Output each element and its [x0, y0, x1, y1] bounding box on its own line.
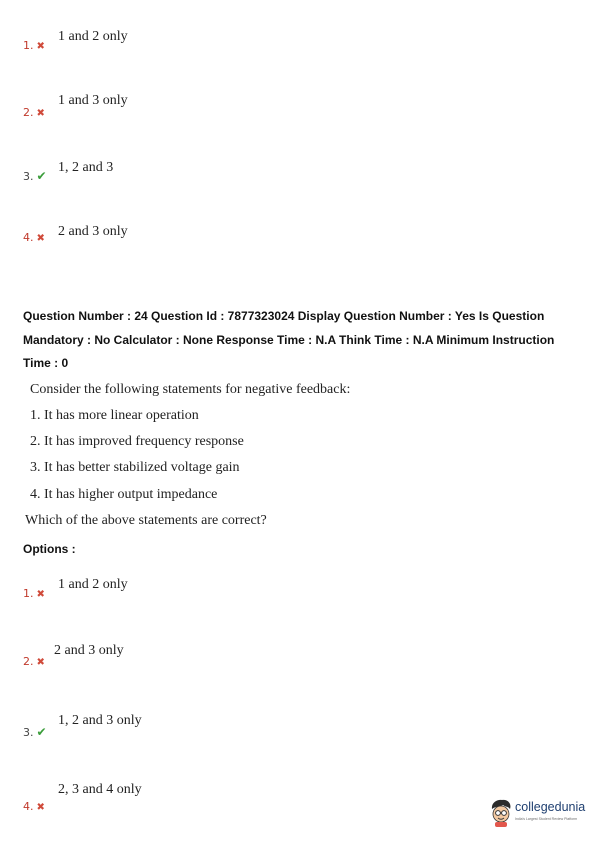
option-number: 2. [23, 106, 34, 119]
option-text: 1 and 3 only [58, 93, 128, 108]
collegedunia-logo [488, 798, 588, 830]
check-icon: ✔ [36, 169, 47, 183]
statement-4: 4. It has higher output impedance [30, 487, 218, 502]
statement-2: 2. It has improved frequency response [30, 434, 244, 449]
option-text: 1, 2 and 3 [58, 160, 114, 175]
cross-icon: ✖ [36, 41, 45, 52]
cross-icon: ✖ [36, 108, 45, 119]
option-text: 1 and 2 only [58, 29, 128, 44]
question-intro: Consider the following statements for negative feedback: [30, 382, 351, 397]
option-number: 4. [23, 800, 34, 813]
cross-icon: ✖ [36, 802, 45, 813]
option-number: 3. [23, 726, 34, 739]
cross-icon: ✖ [36, 233, 45, 244]
option-text: 1 and 2 only [58, 577, 128, 592]
question-metadata: Question Number : 24 Question Id : 7877323024 Display Question Number : Yes Is Question Mandatory : No Calculator : None Response Time : N.A Think Time : N.A Minimum Instruction Time : 0 [23, 309, 555, 370]
option-text: 2 and 3 only [54, 643, 124, 658]
mascot-icon [488, 798, 514, 828]
options-label: Options : [23, 542, 76, 556]
logo-tagline: India's Largest Student Review Platform [515, 817, 578, 821]
option-text: 2, 3 and 4 only [58, 782, 142, 797]
cross-icon: ✖ [36, 657, 45, 668]
check-icon: ✔ [36, 725, 47, 739]
option-text: 1, 2 and 3 only [58, 713, 142, 728]
option-number: 3. [23, 170, 34, 183]
option-number: 1. [23, 587, 34, 600]
option-number: 4. [23, 231, 34, 244]
statement-1: 1. It has more linear operation [30, 408, 199, 423]
option-text: 2 and 3 only [58, 224, 128, 239]
logo-name: collegedunia [515, 800, 586, 814]
statement-3: 3. It has better stabilized voltage gain [30, 460, 240, 475]
cross-icon: ✖ [36, 589, 45, 600]
option-number: 2. [23, 655, 34, 668]
question-prompt: Which of the above statements are correct? [25, 513, 267, 528]
option-number: 1. [23, 39, 34, 52]
